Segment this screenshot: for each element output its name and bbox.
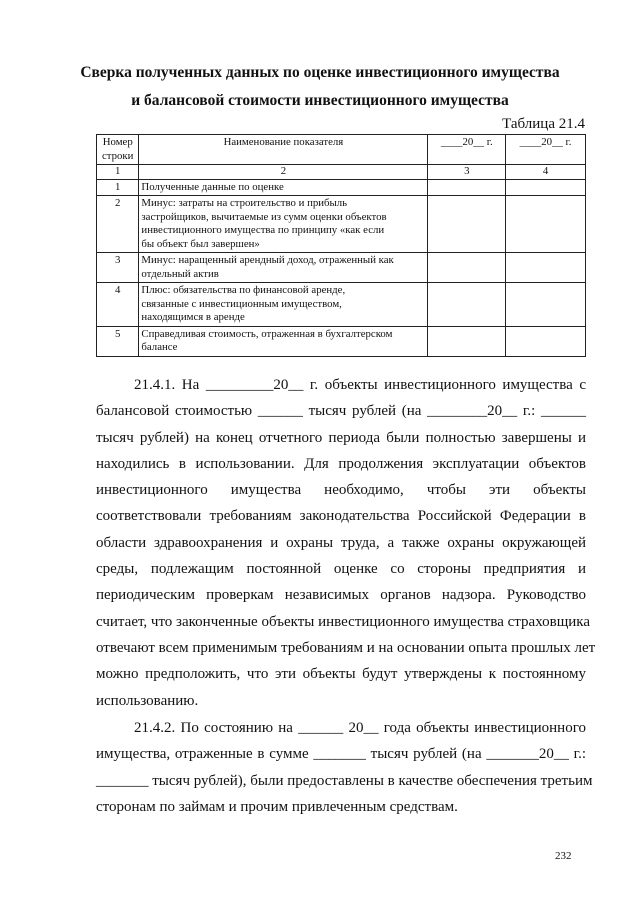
table-row bbox=[97, 253, 586, 283]
indicator-name-line: Минус: наращенный арендный доход, отраженный как bbox=[141, 254, 394, 266]
table-header-row bbox=[97, 135, 586, 165]
value-period-1 bbox=[428, 283, 506, 327]
paragraph-line: использованию. bbox=[96, 692, 199, 709]
paragraph-line: можно предположить, что эти объекты будут утверждены к постоянному bbox=[96, 666, 586, 683]
value-period-1 bbox=[428, 253, 506, 283]
page-number: 232 bbox=[555, 850, 572, 862]
indicator-name-line: Плюс: обязательства по финансовой аренде, bbox=[141, 284, 346, 296]
indicator-name-line: отдельный актив bbox=[141, 267, 219, 280]
paragraph-line: балансовой стоимостью ______ тысяч рублей (на ________20__ г.: ______ bbox=[96, 403, 586, 420]
indicator-name bbox=[139, 283, 428, 327]
paragraph-line: считает, что законченные объекты инвестиционного имущества страховщика bbox=[96, 613, 591, 630]
paragraph-line: 21.4.1. На _________20__ г. объекты инвестиционного имущества с bbox=[134, 377, 586, 393]
indicator-name-line: находящимся в аренде bbox=[141, 311, 245, 323]
indicator-name bbox=[139, 196, 428, 253]
paragraph-line: находились в использовании. Для продолжения эксплуатации объектов bbox=[96, 455, 586, 472]
value-period-2 bbox=[506, 253, 586, 283]
header-row-number-line2: строки bbox=[101, 149, 134, 162]
row-number: 5 bbox=[97, 326, 139, 356]
row-number: 4 bbox=[97, 283, 139, 327]
column-number: 3 bbox=[428, 165, 506, 180]
paragraph-line: тысяч рублей) на конец отчетного периода были полностью завершены и bbox=[96, 429, 586, 446]
value-period-2 bbox=[506, 283, 586, 327]
paragraph-21-4-1 bbox=[96, 372, 596, 714]
column-number: 1 bbox=[97, 165, 139, 180]
indicator-name bbox=[139, 179, 428, 196]
header-indicator-name: Наименование показателя bbox=[139, 135, 428, 165]
indicator-name-line: Минус: затраты на строительство и прибыль bbox=[141, 197, 348, 209]
paragraph-line: _______ тысяч рублей), были предоставлены в качестве обеспечения третьим bbox=[96, 772, 593, 789]
paragraph-line: 21.4.2. По состоянию на ______ 20__ года объекты инвестиционного bbox=[134, 720, 586, 736]
title-line-1: Сверка полученных данных по оценке инвестиционного имущества bbox=[80, 64, 560, 81]
indicator-name bbox=[139, 326, 428, 356]
indicator-name-line: инвестиционного имущества по принципу «как если bbox=[141, 224, 385, 236]
paragraph-21-4-2 bbox=[96, 715, 593, 820]
value-period-1 bbox=[428, 196, 506, 253]
table-row bbox=[97, 326, 586, 356]
header-period-2: ____20__ г. bbox=[506, 135, 586, 165]
indicator-name-line: связанные с инвестиционным имуществом, bbox=[141, 297, 342, 310]
paragraph-line: отвечают всем применимым требованиям и на основании опыта прошлых лет bbox=[96, 639, 596, 656]
paragraph-line: соответствовали требованиям законодательства Российской Федерации в bbox=[96, 508, 586, 525]
table-label: Таблица 21.4 bbox=[502, 116, 585, 132]
value-period-2 bbox=[506, 326, 586, 356]
indicator-name-line: бы объект был завершен» bbox=[141, 237, 260, 250]
value-period-1 bbox=[428, 179, 506, 196]
value-period-2 bbox=[506, 179, 586, 196]
table-row bbox=[97, 196, 586, 253]
table-row bbox=[97, 283, 586, 327]
indicator-name-line: застройщиков, вычитаемые из сумм оценки объектов bbox=[141, 210, 387, 223]
column-number-row bbox=[97, 165, 586, 180]
value-period-2 bbox=[506, 196, 586, 253]
column-number: 2 bbox=[139, 165, 428, 180]
indicator-name bbox=[139, 253, 428, 283]
header-row-number-line1: Номер bbox=[102, 136, 133, 148]
paragraph-line: сторонам по займам и прочим привлеченным средствам. bbox=[96, 798, 458, 815]
value-period-1 bbox=[428, 326, 506, 356]
indicator-name-line: Справедливая стоимость, отраженная в бухгалтерском bbox=[141, 327, 393, 340]
row-number: 3 bbox=[97, 253, 139, 283]
paragraph-line: имущества, отраженные в сумме _______ тысяч рублей (на _______20__ г.: bbox=[96, 746, 586, 763]
paragraph-line: периодическим проверкам независимых органов надзора. Руководство bbox=[96, 587, 586, 604]
paragraph-line: инвестиционного имущества необходимо, чтобы эти объекты bbox=[96, 482, 586, 499]
indicator-name-line: Полученные данные по оценке bbox=[141, 180, 284, 193]
title-line-2: и балансовой стоимости инвестиционного имущества bbox=[131, 92, 509, 109]
table-row bbox=[97, 179, 586, 196]
paragraph-line: области здравоохранения и охраны труда, а также охраны окружающей bbox=[96, 534, 586, 551]
row-number: 1 bbox=[97, 179, 139, 196]
indicator-name-line: балансе bbox=[141, 341, 178, 353]
header-period-1: ____20__ г. bbox=[428, 135, 506, 165]
row-number: 2 bbox=[97, 196, 139, 253]
header-row-number bbox=[97, 135, 139, 165]
paragraph-line: среды, подлежащим постоянной оценке со стороны предприятия и bbox=[96, 561, 586, 578]
reconciliation-table bbox=[96, 134, 586, 357]
column-number: 4 bbox=[506, 165, 586, 180]
